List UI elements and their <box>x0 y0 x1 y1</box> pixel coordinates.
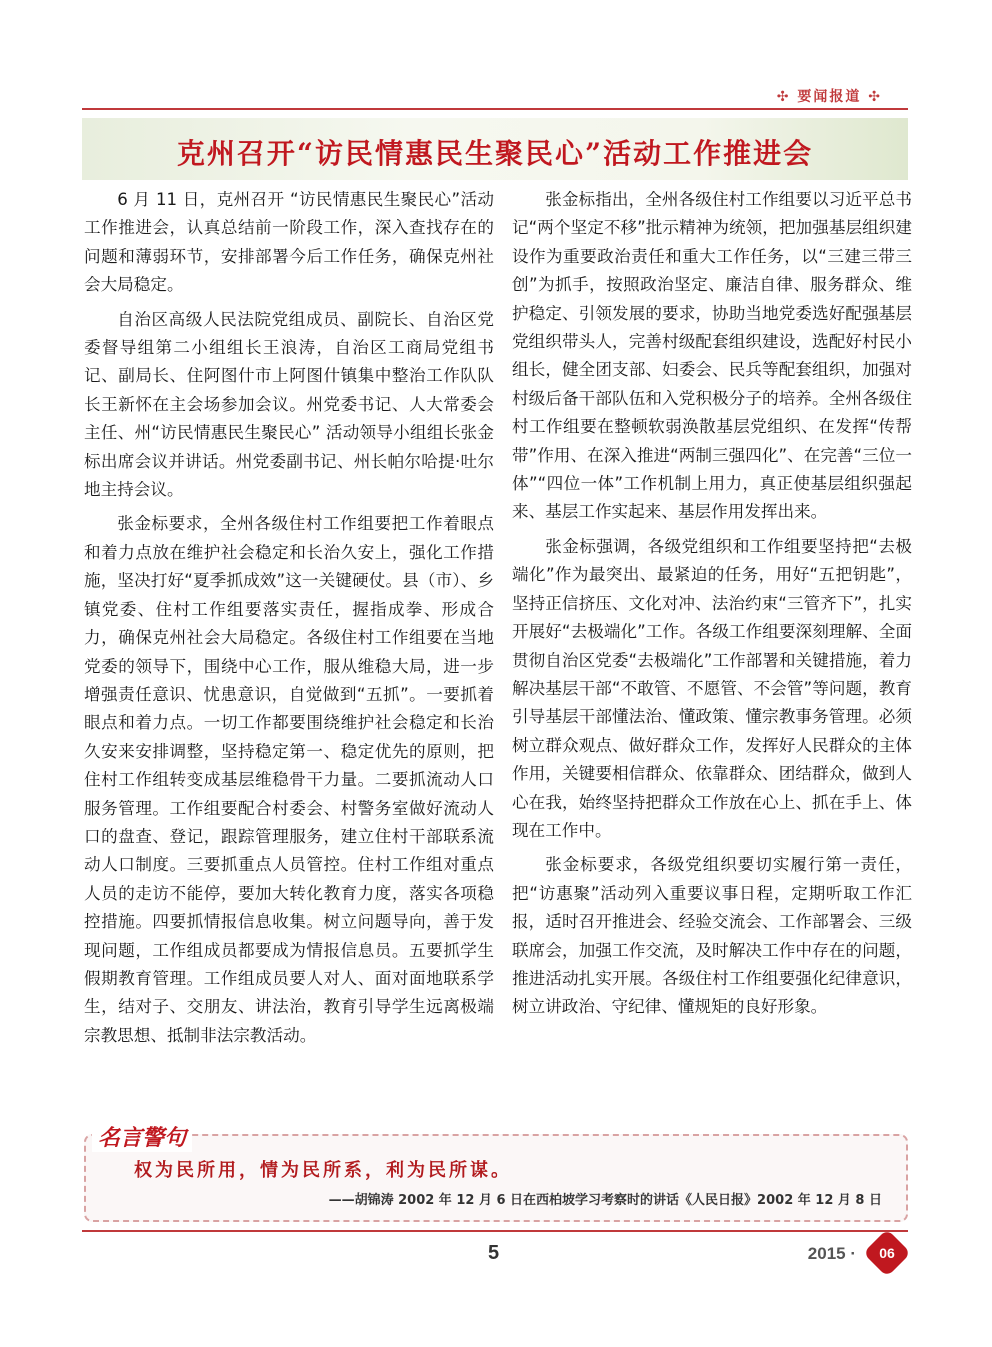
issue-number: 06 <box>879 1245 895 1261</box>
left-column <box>84 186 494 1056</box>
paragraph: 自治区高级人民法院党组成员、副院长、自治区党委督导组第二小组组长王浪涛，自治区工商局党组书记、副局长、住阿图什市上阿图什镇集中整治工作队队长王新怀在主会场参加会议。州党委书记、人大常委会主任、州“访民情惠民生聚民心” 活动领导小组组长张金标出席会议并讲话。州党委副书记、州长帕尔哈提·吐尔地主持会议。 <box>84 309 494 500</box>
issue-badge <box>863 1229 911 1277</box>
article-headline: 克州召开“访民情惠民生聚民心”活动工作推进会 <box>176 137 814 170</box>
paragraph: 张金标强调，各级党组织和工作组要坚持把“去极端化”作为最突出、最紧迫的任务，用好“五把钥匙”，坚持正信挤压、文化对冲、法治约束“三管齐下”，扎实开展好“去极端化”工作。各级工作组要深刻理解、全面贯彻自治区党委“去极端化”工作部署和关键措施，着力解决基层干部“不敢管、不愿管、不会管”等问题，教育引导基层干部懂法治、懂政策、懂宗教事务管理。必须树立群众观点、做好群众工作，发挥好人民群众的主体作用，关键要相信群众、依靠群众、团结群众，做到人心在我，始终坚持把群众工作放在心上、抓在手上、体现在工作中。 <box>512 536 912 840</box>
paragraph: 6 月 11 日，克州召开 “访民情惠民生聚民心”活动工作推进会，认真总结前一阶段工作，深入查找存在的问题和薄弱环节，安排部署今后工作任务，确保克州社会大局稳定。 <box>84 190 494 295</box>
quote-source: ——胡锦涛 2002 年 12 月 6 日在西柏坡学习考察时的讲话《人民日报》2002 年 12 月 8 日 <box>328 1193 882 1208</box>
issue-year: 2015 · <box>807 1244 856 1263</box>
quote-title: 名言警句 <box>92 1121 192 1152</box>
paragraph: 张金标指出，全州各级住村工作组要以习近平总书记“两个坚定不移”批示精神为统领，把加强基层组织建设作为重要政治责任和重大工作任务，以“三建三带三创”为抓手，按照政治坚定、廉洁自律、服务群众、维护稳定、引领发展的要求，协助当地党委选好配强基层党组织带头人，完善村级配套组织建设，选配好村民小组长，健全团支部、妇委会、民兵等配套组织，加强对村级后备干部队伍和入党积极分子的培养。全州各级住村工作组要在整顿软弱涣散基层党组织、在发挥“传帮带”作用、在深入推进“两制三强四化”、在完善“三位一体”“四位一体”工作机制上用力，真正使基层组织强起来、基层工作实起来、基层作用发挥出来。 <box>512 190 912 522</box>
page-number: 5 <box>488 1242 500 1264</box>
paragraph: 张金标要求，全州各级住村工作组要把工作着眼点和着力点放在维护社会稳定和长治久安上，强化工作措施，坚决打好“夏季抓成效”这一关键硬仗。县（市）、乡镇党委、住村工作组要落实责任，握指成拳、形成合力，确保克州社会大局稳定。各级住村工作组要在当地党委的领导下，围绕中心工作，服从维稳大局，进一步增强责任意识、忧患意识，自觉做到“五抓”。一要抓着眼点和着力点。一切工作都要围绕维护社会稳定和长治久安来安排调整，坚持稳定第一、稳定优先的原则，把住村工作组转变成基层维稳骨干力量。二要抓流动人口服务管理。工作组要配合村委会、村警务室做好流动人口的盘查、登记，跟踪管理服务，建立住村干部联系流动人口制度。三要抓重点人员管控。住村工作组对重点人员的走访不能停，要加大转化教育力度，落实各项稳控措施。四要抓情报信息收集。树立问题导向，善于发现问题，工作组成员都要成为情报信息员。五要抓学生假期教育管理。工作组成员要人对人、面对面地联系学生，结对子、交朋友、讲法治，教育引导学生远离极端宗教思想、抵制非法宗教活动。 <box>84 514 494 1045</box>
right-column <box>512 186 912 1028</box>
bottom-divider <box>82 1230 908 1232</box>
paragraph: 张金标要求，各级党组织要切实履行第一责任，把“访惠聚”活动列入重要议事日程，定期听取工作汇报，适时召开推进会、经验交流会、工作部署会、三级联席会，加强工作交流，及时解决工作中存在的问题，推进活动扎实开展。各级住村工作组要强化纪律意识，树立讲政治、守纪律、懂规矩的良好形象。 <box>512 855 912 1017</box>
section-tag: ✣ 要闻报道 ✣ <box>776 89 882 105</box>
quote-text: 权为民所用，情为民所系，利为民所谋。 <box>134 1160 512 1181</box>
top-divider <box>82 108 908 110</box>
